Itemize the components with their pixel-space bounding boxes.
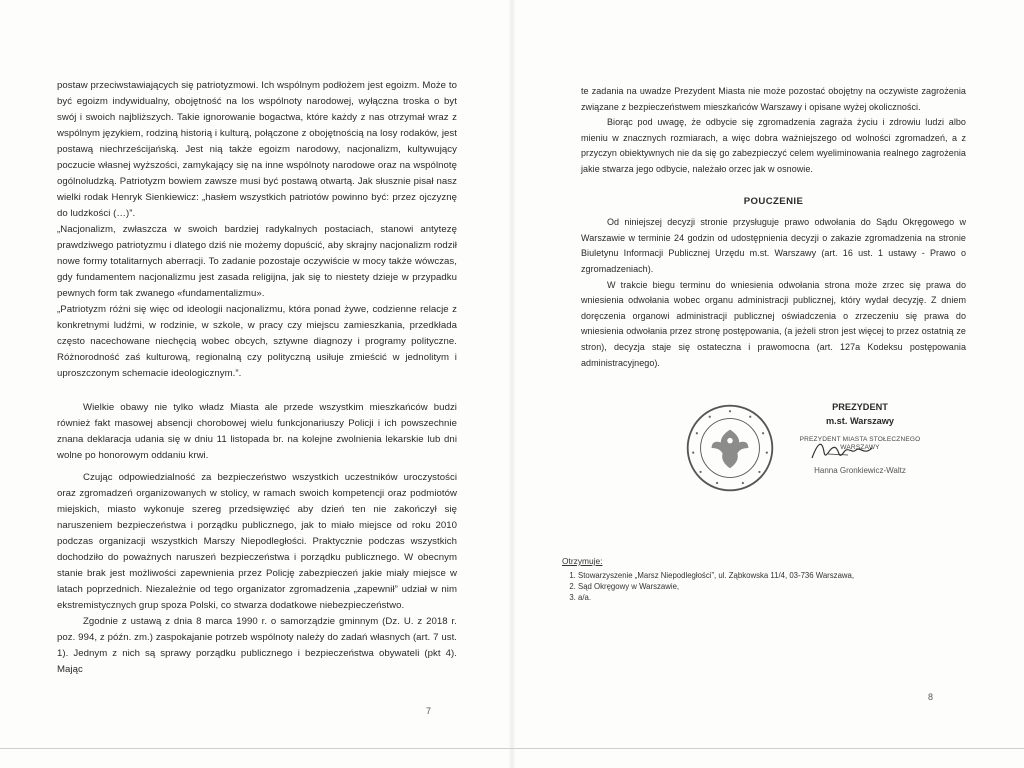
official-seal-icon bbox=[684, 402, 776, 494]
section-heading: POUCZENIE bbox=[743, 195, 804, 207]
left-text-column bbox=[57, 78, 457, 678]
paragraph: Biorąc pod uwagę, że odbycie się zgromadzenia zagraża życiu i zdrowiu ludzi albo mieniu w znacznych rozmiarach, a więc dobra ważniejszego od wolności zgromadzeń, a z przyczyn obiektywnych nie da się go zabezpieczyć celem wyeliminowania realnego zagrożenia jakie stwarza jego odbycie, należało orzec jak w osnowie. bbox=[581, 117, 966, 174]
signatory-title: PREZYDENT bbox=[832, 402, 888, 412]
paragraph: Od niniejszej decyzji stronie przysługuje prawo odwołania do Sądu Okręgowego w Warszawie w terminie 24 godzin od udostępnienia decyzji o zakazie zgromadzenia na stronie Biuletynu Informacji Publicznej Urzędu m.st. Warszawy (art. 16 ust. 1 ustawy - Prawo o zgromadzeniach). bbox=[581, 217, 966, 274]
right-text-column bbox=[581, 84, 966, 371]
list-item: 3. a/a. bbox=[578, 592, 942, 603]
paragraph: Zgodnie z ustawą z dnia 8 marca 1990 r. o samorządzie gminnym (Dz. U. z 2018 r. poz. 994, z późn. zm.) zaspokajanie potrzeb wspólnoty należy do zadań własnych (art. 7 ust. 1). Jednym z nich są sprawy porządku publicznego i bezpieczeństwa obywateli (pkt 4). Mając bbox=[57, 616, 457, 675]
page-bottom-edge bbox=[0, 748, 1024, 749]
page-number: 7 bbox=[426, 706, 432, 716]
name-stamp: PREZYDENT MIASTA STOŁECZNEGO WARSZAWY bbox=[799, 436, 921, 451]
paragraph: „Patriotyzm różni się więc od ideologii nacjonalizmu, która ponad żywe, codzienne relacje z konkretnymi ludźmi, w rodzinie, w szkole, w pracy czy miejscu zamieszkania, przedkłada często nacechowane niechęcią wobec obcych, sztywne diagnozy i programy polityczne. Różnorodność zaś kulturową, regionalną czy polityczną usiłuje zmieścić w jednolitym i uproszczonym schemacie ideologicznym.”. bbox=[57, 304, 457, 379]
list-item: 1. Stowarzyszenie „Marsz Niepodległości”, ul. Ząbkowska 11/4, 03-736 Warszawa, bbox=[578, 570, 942, 581]
paragraph: „Nacjonalizm, zwłaszcza w swoich bardziej radykalnych postaciach, stanowi antytezę prawdziwego patriotyzmu i dlatego dziś nie możemy dopuścić, aby skrajny nacjonalizm rodził nowe formy totalitarnych aberracji. To zadanie pozostaje oczywiście w mocy także wówczas, gdy fundamentem nacjonalizmu jest zasada religijna, jak się to niestety dzieje w przypadku pewnych form tak zwanego «fundamentalizmu». bbox=[57, 224, 457, 299]
signatory-name: Hanna Gronkiewicz-Waltz bbox=[814, 466, 906, 475]
paragraph: Wielkie obawy nie tylko władz Miasta ale przede wszystkim mieszkańców budzi również fakt masowej absencji chorobowej wielu funkcjonariuszy Policji i ich powszechnie znana deklaracja udania się w dniu 11 listopada br. na kolejne zwolnienia lekarskie lub dni wolne po honorowym oddaniu krwi. bbox=[57, 402, 457, 461]
signatory-office: m.st. Warszawy bbox=[825, 416, 895, 426]
paragraph: postaw przeciwstawiających się patriotyzmowi. Ich wspólnym podłożem jest egoizm. Może to być egoizm indywidualny, obojętność na los wspólnoty narodowej, wyłączna troska o byt swój i swoich najbliższych. Takie ignorowanie bogactwa, które każdy z nas otrzymał wraz z wspólnym językiem, rodziną historią i kulturą, połączone z obojętnością na losy rodaków, jest postawą niechrześcijańską. Jest nią także egoizm narodowy, nacjonalizm, kultywujący poczucie własnej wyższości, zamykający się na inne wspólnoty narodowe oraz na wspólnotę ogólnoludzką. Patriotyzm bowiem zawsze musi być postawą otwartą. Jak słusznie pisał nasz wielki rodak Henryk Sienkiewicz: „hasłem wszystkich patriotów powinno być: przez ojczyznę do ludzkości (…)”. bbox=[57, 80, 457, 219]
page-number: 8 bbox=[928, 692, 934, 702]
paragraph: W trakcie biegu terminu do wniesienia odwołania strona może zrzec się prawa do wniesienia odwołania wobec organu administracji publicznej, który wydał decyzję. Z dniem doręczenia organowi administracji publicznej oświadczenia o zrzeczeniu się prawa do wniesienia odwołania przez stronę postępowania, (a jeżeli stron jest więcej to przez ostatnią ze stron), decyzja staje się ostateczna i prawomocna (art. 127a Kodeksu postępowania administracyjnego). bbox=[581, 279, 966, 368]
handwritten-signature bbox=[808, 434, 878, 468]
list-item: 2. Sąd Okręgowy w Warszawie, bbox=[578, 581, 942, 592]
page-gutter bbox=[508, 0, 516, 768]
recipients-list bbox=[562, 556, 942, 603]
paragraph: te zadania na uwadze Prezydent Miasta nie może pozostać obojętny na oczywiste zagrożenia związane z bezpieczeństwem mieszkańców Warszawy i opisane wyżej okoliczności. bbox=[581, 86, 966, 112]
paragraph: Czując odpowiedzialność za bezpieczeństwo wszystkich uczestników uroczystości oraz zgromadzeń organizowanych w stolicy, w ramach swoich kompetencji oraz podmiotów miejskich, miasto wykonuje szereg przedsięwzięć aby dzień ten nie zakończył się naruszeniem bezpieczeństwa i porządku publicznego, jak to miało miejsce od roku 2010 podczas organizacji wszystkich Marszy Niepodległości. Praktycznie podczas wszystkich dochodziło do poważnych naruszeń bezpieczeństwa i porządku publicznego. W obecnym stanie brak jest możliwości zapewnienia przez Policję zabezpieczeń jakie miały miejsce w latach poprzednich. Niezależnie od tego organizator zgromadzenia „zapewnił” udział w nim ekstremistycznych grup spoza Polski, co stwarza dodatkowe niebezpieczeństwo. bbox=[57, 472, 457, 611]
recipients-title: Otrzymuje: bbox=[562, 556, 603, 566]
